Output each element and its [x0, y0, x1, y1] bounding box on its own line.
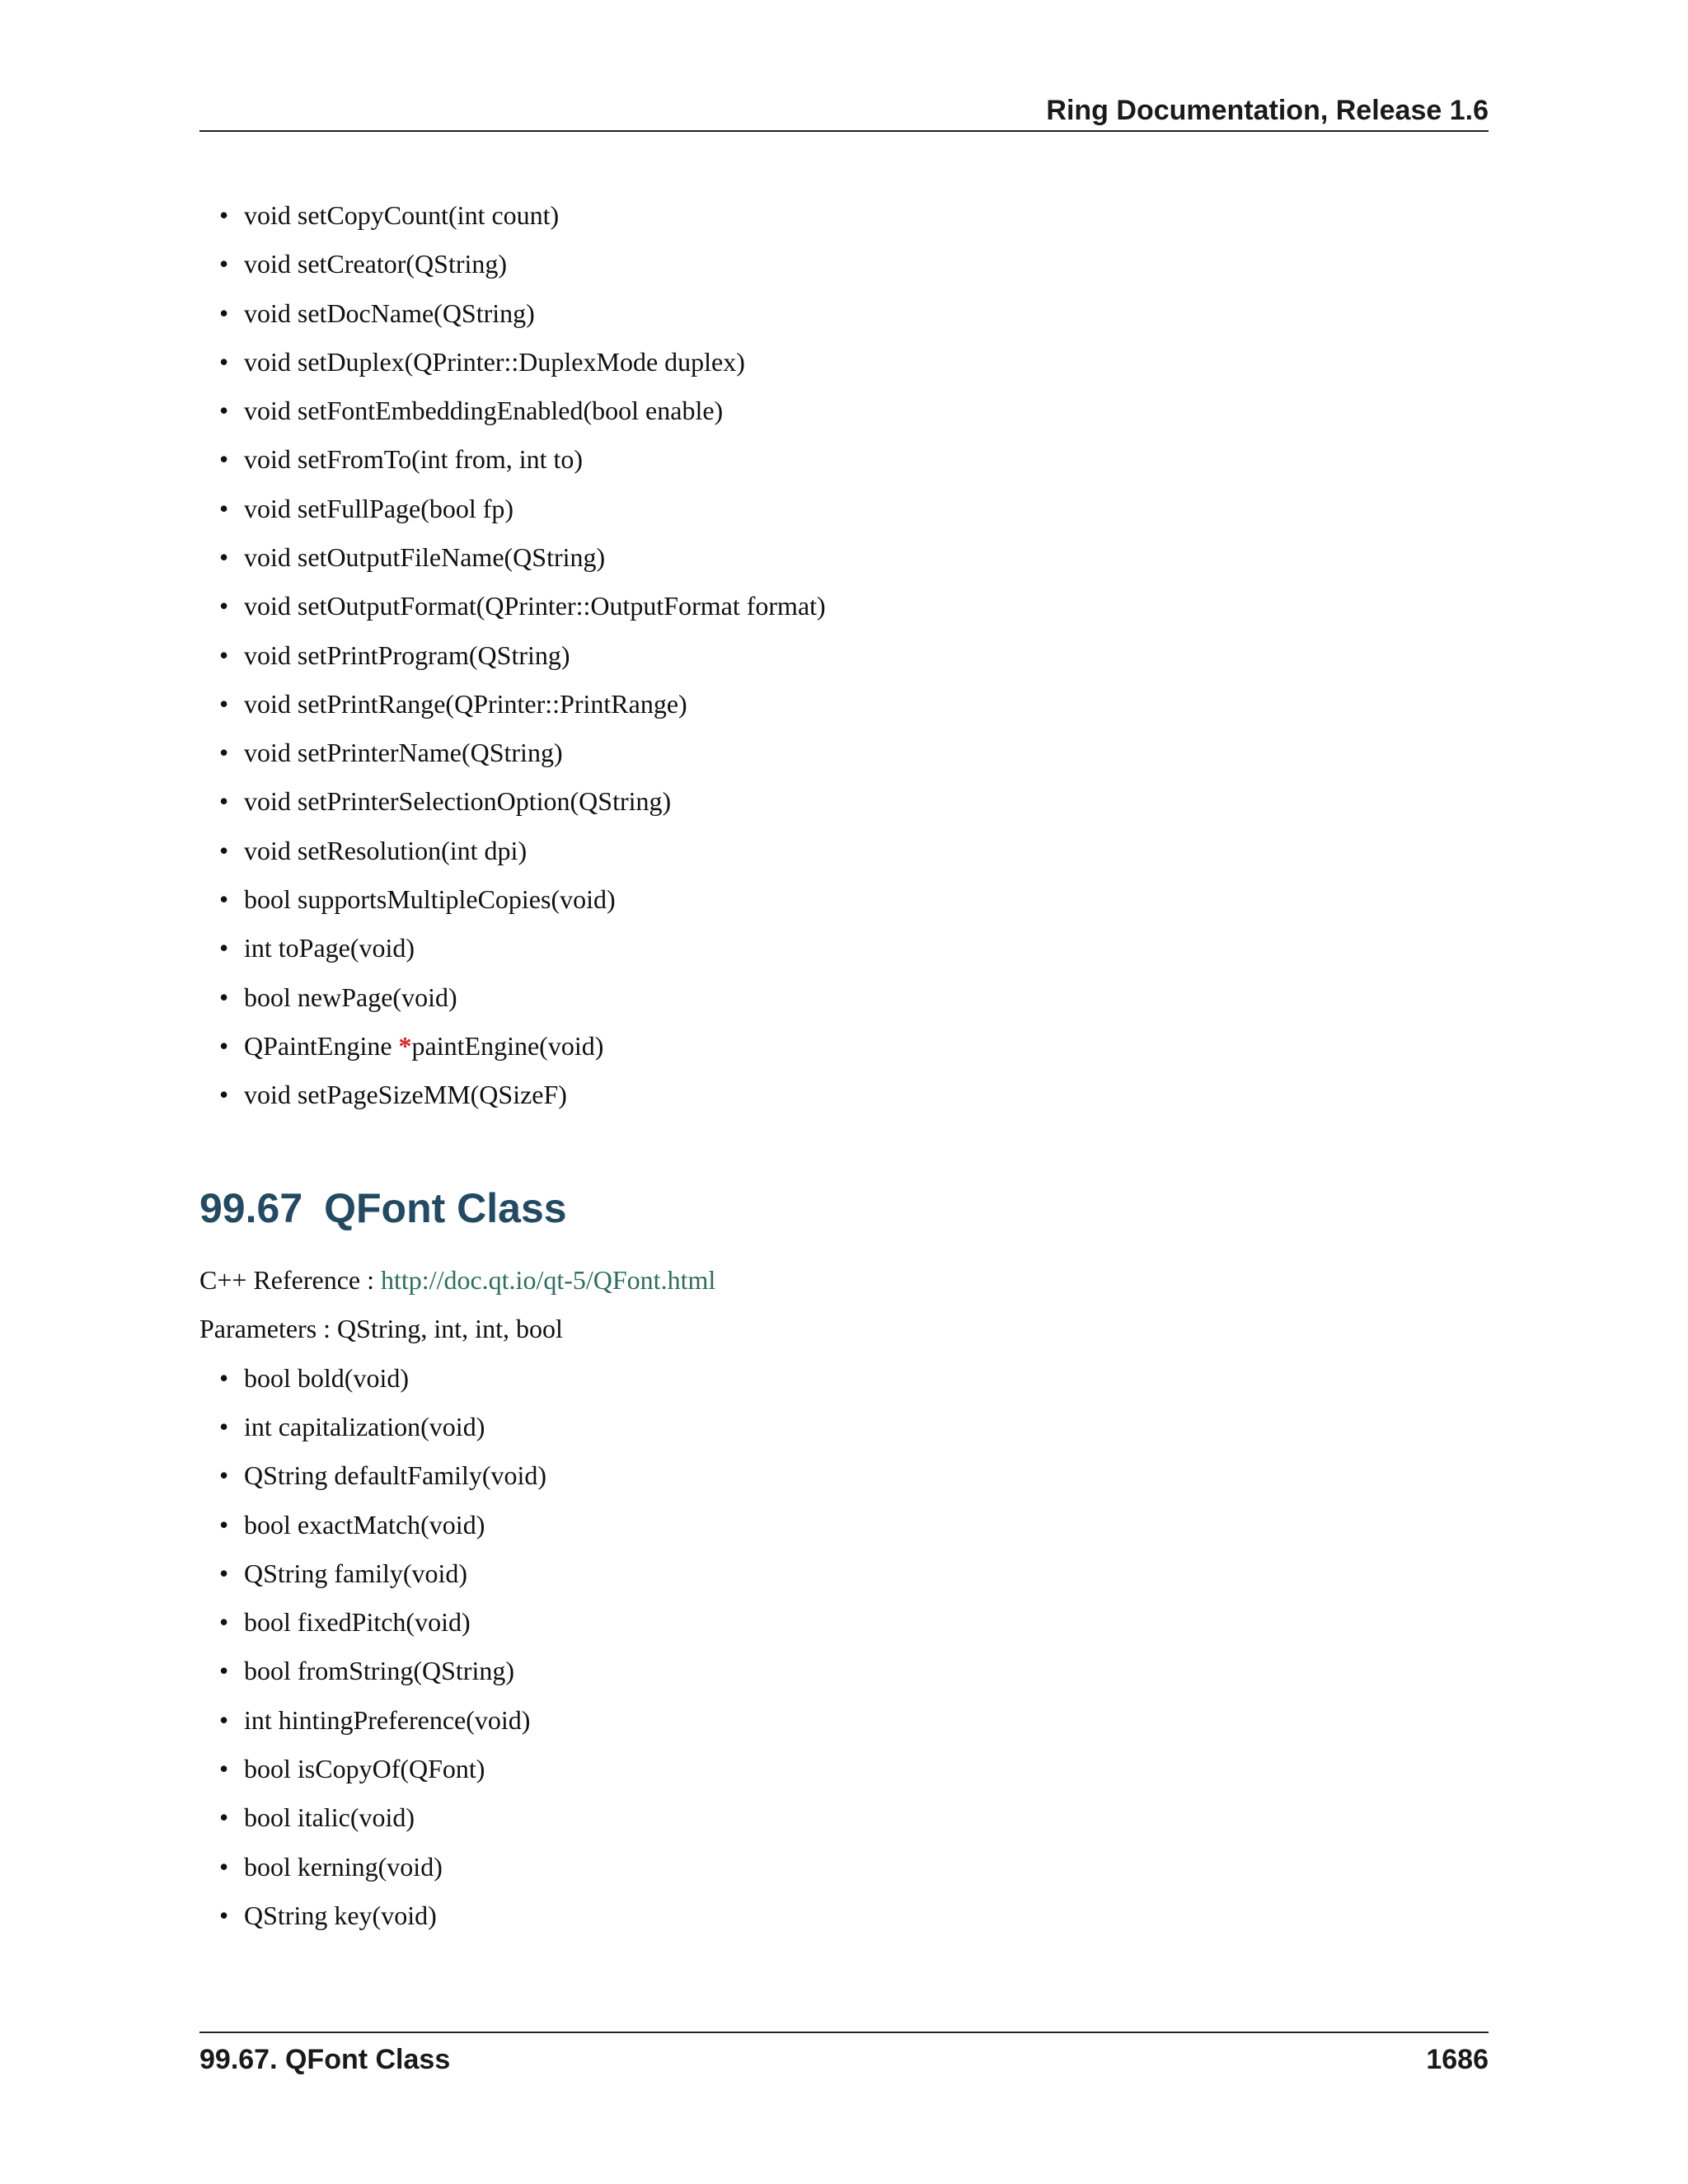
cpp-reference-line	[199, 1263, 715, 1296]
footer-rule	[199, 2032, 1489, 2033]
list-item: • void setPageSizeMM(QSizeF)	[244, 1078, 567, 1111]
header-rule	[199, 130, 1489, 132]
list-item: • void setFontEmbeddingEnabled(bool enable)	[244, 394, 723, 427]
pointer-star: *	[398, 1031, 412, 1061]
list-item: • bool supportsMultipleCopies(void)	[244, 883, 616, 916]
page-number: 1686	[1426, 2044, 1489, 2075]
list-item: • void setPrinterName(QString)	[244, 736, 563, 769]
list-item: • void setOutputFormat(QPrinter::OutputFormat format)	[244, 589, 826, 622]
list-item: • void setCopyCount(int count)	[244, 199, 559, 232]
list-item	[244, 1029, 603, 1062]
list-item: • void setResolution(int dpi)	[244, 834, 527, 867]
list-item: • void setPrintProgram(QString)	[244, 639, 570, 672]
paint-engine-type: QPaintEngine	[244, 1031, 399, 1061]
reference-label: C++ Reference :	[199, 1265, 381, 1295]
parameters-line: Parameters : QString, int, int, bool	[199, 1314, 563, 1343]
list-item: • int hintingPreference(void)	[244, 1704, 530, 1736]
section-title-text: QFont Class	[324, 1185, 567, 1231]
list-item: • bool fixedPitch(void)	[244, 1605, 471, 1638]
list-item: • int capitalization(void)	[244, 1410, 485, 1443]
list-item: • void setOutputFileName(QString)	[244, 541, 605, 574]
list-item: • void setDuplex(QPrinter::DuplexMode duplex)	[244, 345, 745, 378]
list-item: • QString defaultFamily(void)	[244, 1459, 546, 1492]
footer-section: 99.67. QFont Class	[199, 2044, 451, 2075]
list-item: • void setFromTo(int from, int to)	[244, 443, 583, 476]
list-item: • int toPage(void)	[244, 931, 415, 964]
list-item: • void setFullPage(bool fp)	[244, 492, 513, 525]
section-heading	[199, 1182, 567, 1235]
reference-link[interactable]: http://doc.qt.io/qt-5/QFont.html	[381, 1265, 716, 1295]
list-item: • void setPrinterSelectionOption(QString)	[244, 785, 671, 818]
list-item: • bool exactMatch(void)	[244, 1508, 485, 1541]
list-item: • bool bold(void)	[244, 1361, 409, 1394]
paint-engine-name: paintEngine(void)	[411, 1031, 604, 1061]
list-item: • void setPrintRange(QPrinter::PrintRange)	[244, 687, 687, 720]
list-item: • QString family(void)	[244, 1557, 467, 1590]
list-item: • QString key(void)	[244, 1899, 437, 1932]
list-item: • bool isCopyOf(QFont)	[244, 1752, 485, 1785]
list-item: • bool italic(void)	[244, 1801, 415, 1834]
running-header: Ring Documentation, Release 1.6	[1046, 95, 1489, 126]
list-item: • bool kerning(void)	[244, 1850, 443, 1883]
list-item: • bool fromString(QString)	[244, 1654, 514, 1687]
section-number: 99.67	[199, 1185, 303, 1231]
list-item: • bool newPage(void)	[244, 981, 457, 1014]
list-item: • void setCreator(QString)	[244, 247, 507, 280]
list-item: • void setDocName(QString)	[244, 297, 535, 330]
